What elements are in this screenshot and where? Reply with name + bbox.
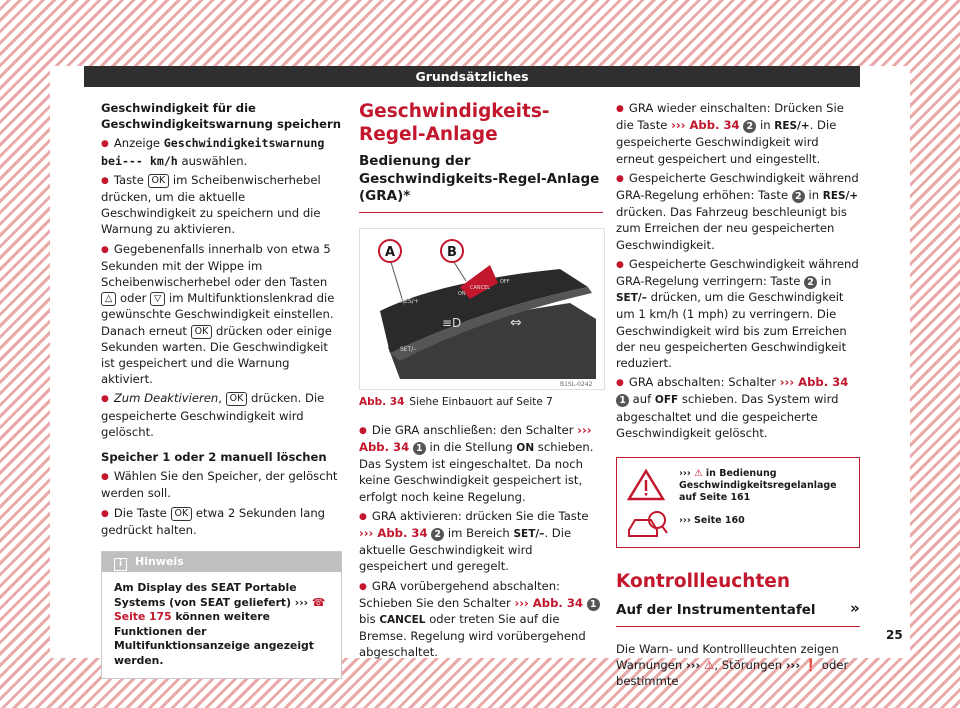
- list-item: ● GRA abschalten: Schalter ››› Abb. 34 1 auf OFF schieben. Das System wird abgeschaltet und die gespeicherte Geschwindigkeit gelöscht.: [616, 374, 860, 441]
- column-1: [101, 100, 342, 679]
- list-item: ● Gespeicherte Geschwindigkeit während GRA-Regelung erhöhen: Taste 2 in RES/+ drücken. Das Fahrzeug beschleunigt bis zum Erreichen der neu gespeicherten Geschwindigkeit.: [616, 170, 860, 253]
- list-item: ● Anzeige Geschwindigkeitswarnung bei--- km/h auswählen.: [101, 135, 342, 168]
- list-item: ● Taste OK im Scheibenwischerhebel drücken, um die aktuelle Geschwindigkeit zu speichern und die Warnung zu aktivieren.: [101, 172, 342, 238]
- turn-signal-icon: ⇔: [510, 314, 522, 331]
- column-2: [359, 100, 603, 664]
- running-header: Grundsätzliches: [84, 66, 860, 87]
- section-title: Auf der Instrumententafel: [616, 602, 816, 619]
- section-heading: Speicher 1 oder 2 manuell löschen: [101, 450, 327, 465]
- environment-ref-text: ››› Seite 160: [679, 515, 745, 527]
- lever-illustration: [360, 229, 604, 389]
- warning-ref-text: ››› ⚠ in Bedienung Geschwindigkeitsregelanlage auf Seite 161: [679, 468, 837, 504]
- arrow-down-key-icon: ▽: [150, 292, 165, 306]
- figure-cruise-control-lever: [359, 228, 605, 390]
- list-item: ● Die GRA anschließen: den Schalter ››› Abb. 34 1 in die Stellung ON schieben. Das System ist eingeschaltet. Da noch keine Geschwindigkeit gespeichert ist, erfolgt noch keine Regelung.: [359, 422, 603, 505]
- hint-header: i Hinweis: [102, 552, 341, 572]
- section-title: Bedienung der Geschwindigkeits-Regel-Anlage (GRA)*: [359, 153, 600, 204]
- cancel-label: CANCEL: [470, 284, 491, 291]
- ok-key-icon: OK: [171, 507, 193, 521]
- list-item: ● GRA wieder einschalten: Drücken Sie die Taste ››› Abb. 34 2 in RES/+. Die gespeicherte Geschwindigkeit wird erneut gespeichert und eingestellt.: [616, 100, 860, 167]
- on-label: ON: [458, 290, 466, 297]
- figure-caption: Abb. 34 Siehe Einbauort auf Seite 7: [359, 395, 553, 408]
- list-item: ● Die Taste OK etwa 2 Sekunden lang gedrückt halten.: [101, 505, 342, 538]
- list-item: ● Gegebenenfalls innerhalb von etwa 5 Sekunden mit der Wippe im Scheibenwischerhebel oder den Tasten △ oder ▽ im Multifunktionslenkrad die gewünschte Geschwindigkeit einstellen. Danach erneut OK drücken oder einige Sekunden warten. Die Geschwindigkeit ist gespeichert und die Warnung aktiviert.: [101, 241, 342, 388]
- warning-small-icon: ⚠: [694, 468, 703, 480]
- ok-key-icon: OK: [191, 325, 213, 339]
- chapter-title: Kontrollleuchten: [616, 571, 791, 593]
- res-label: RES/+: [400, 297, 419, 305]
- list-item: ● Zum Deaktivieren, OK drücken. Die gespeicherte Geschwindigkeit wird gelöscht.: [101, 390, 342, 440]
- display-text: Geschwindigkeitswarnung bei--- km/h: [101, 136, 325, 168]
- ok-key-icon: OK: [148, 174, 170, 188]
- ok-key-icon: OK: [226, 392, 248, 406]
- page-number: 25: [886, 628, 903, 642]
- body-text: Die Warn- und Kontrollleuchten zeigen Warnungen ››› ⚠, Störungen ››› ❗ oder bestimmte: [616, 641, 849, 688]
- warning-reference-box: [616, 457, 860, 548]
- warning-triangle-icon: [626, 468, 666, 502]
- continued-marker: »: [850, 599, 860, 617]
- list-item: ● GRA aktivieren: drücken Sie die Taste ››› Abb. 34 2 im Bereich SET/–. Die aktuelle Geschwindigkeit wird gespeichert und geregelt.: [359, 508, 603, 575]
- list-item: ● GRA vorübergehend abschalten: Schieben Sie den Schalter ››› Abb. 34 1 bis CANCEL oder treten Sie auf die Bremse. Regelung wird vorübergehend abgeschaltet.: [359, 578, 603, 661]
- fault-icon: ❗: [803, 657, 819, 672]
- headlight-icon: ≡D: [442, 315, 462, 330]
- arrow-up-key-icon: △: [101, 292, 116, 306]
- environment-car-icon: [625, 508, 669, 542]
- warning-small-icon: ⚠: [704, 657, 715, 672]
- chapter-title: Geschwindigkeits-Regel-Anlage: [359, 101, 550, 145]
- column-3: [616, 100, 860, 692]
- set-label: SET/–: [400, 345, 417, 353]
- callout-a: A: [384, 244, 396, 260]
- info-icon: i: [114, 558, 127, 571]
- figure-code: B1SL-0242: [560, 380, 593, 388]
- list-item: ● Gespeicherte Geschwindigkeit während GRA-Regelung verringern: Taste 2 in SET/– drücken, um die Geschwindigkeit um 1 km/h (1 mph) zu verringern. Die Geschwindigkeit wird bis zum Erreichen der neu gespeicherten Geschwindigkeit reduziert.: [616, 256, 860, 371]
- portable-system-icon: ☎: [311, 595, 326, 609]
- hint-box: [101, 551, 342, 679]
- section-heading: Geschwindigkeit für die Geschwindigkeitswarnung speichern: [101, 101, 341, 132]
- off-label: OFF: [500, 278, 510, 285]
- hint-text: Am Display des SEAT Portable Systems (von SEAT geliefert) ››› ☎ Seite 175 können weitere Funktionen der Multifunktionsanzeige angezeigt werden.: [114, 581, 326, 667]
- callout-b: B: [447, 244, 457, 260]
- list-item: ● Wählen Sie den Speicher, der gelöscht werden soll.: [101, 468, 342, 501]
